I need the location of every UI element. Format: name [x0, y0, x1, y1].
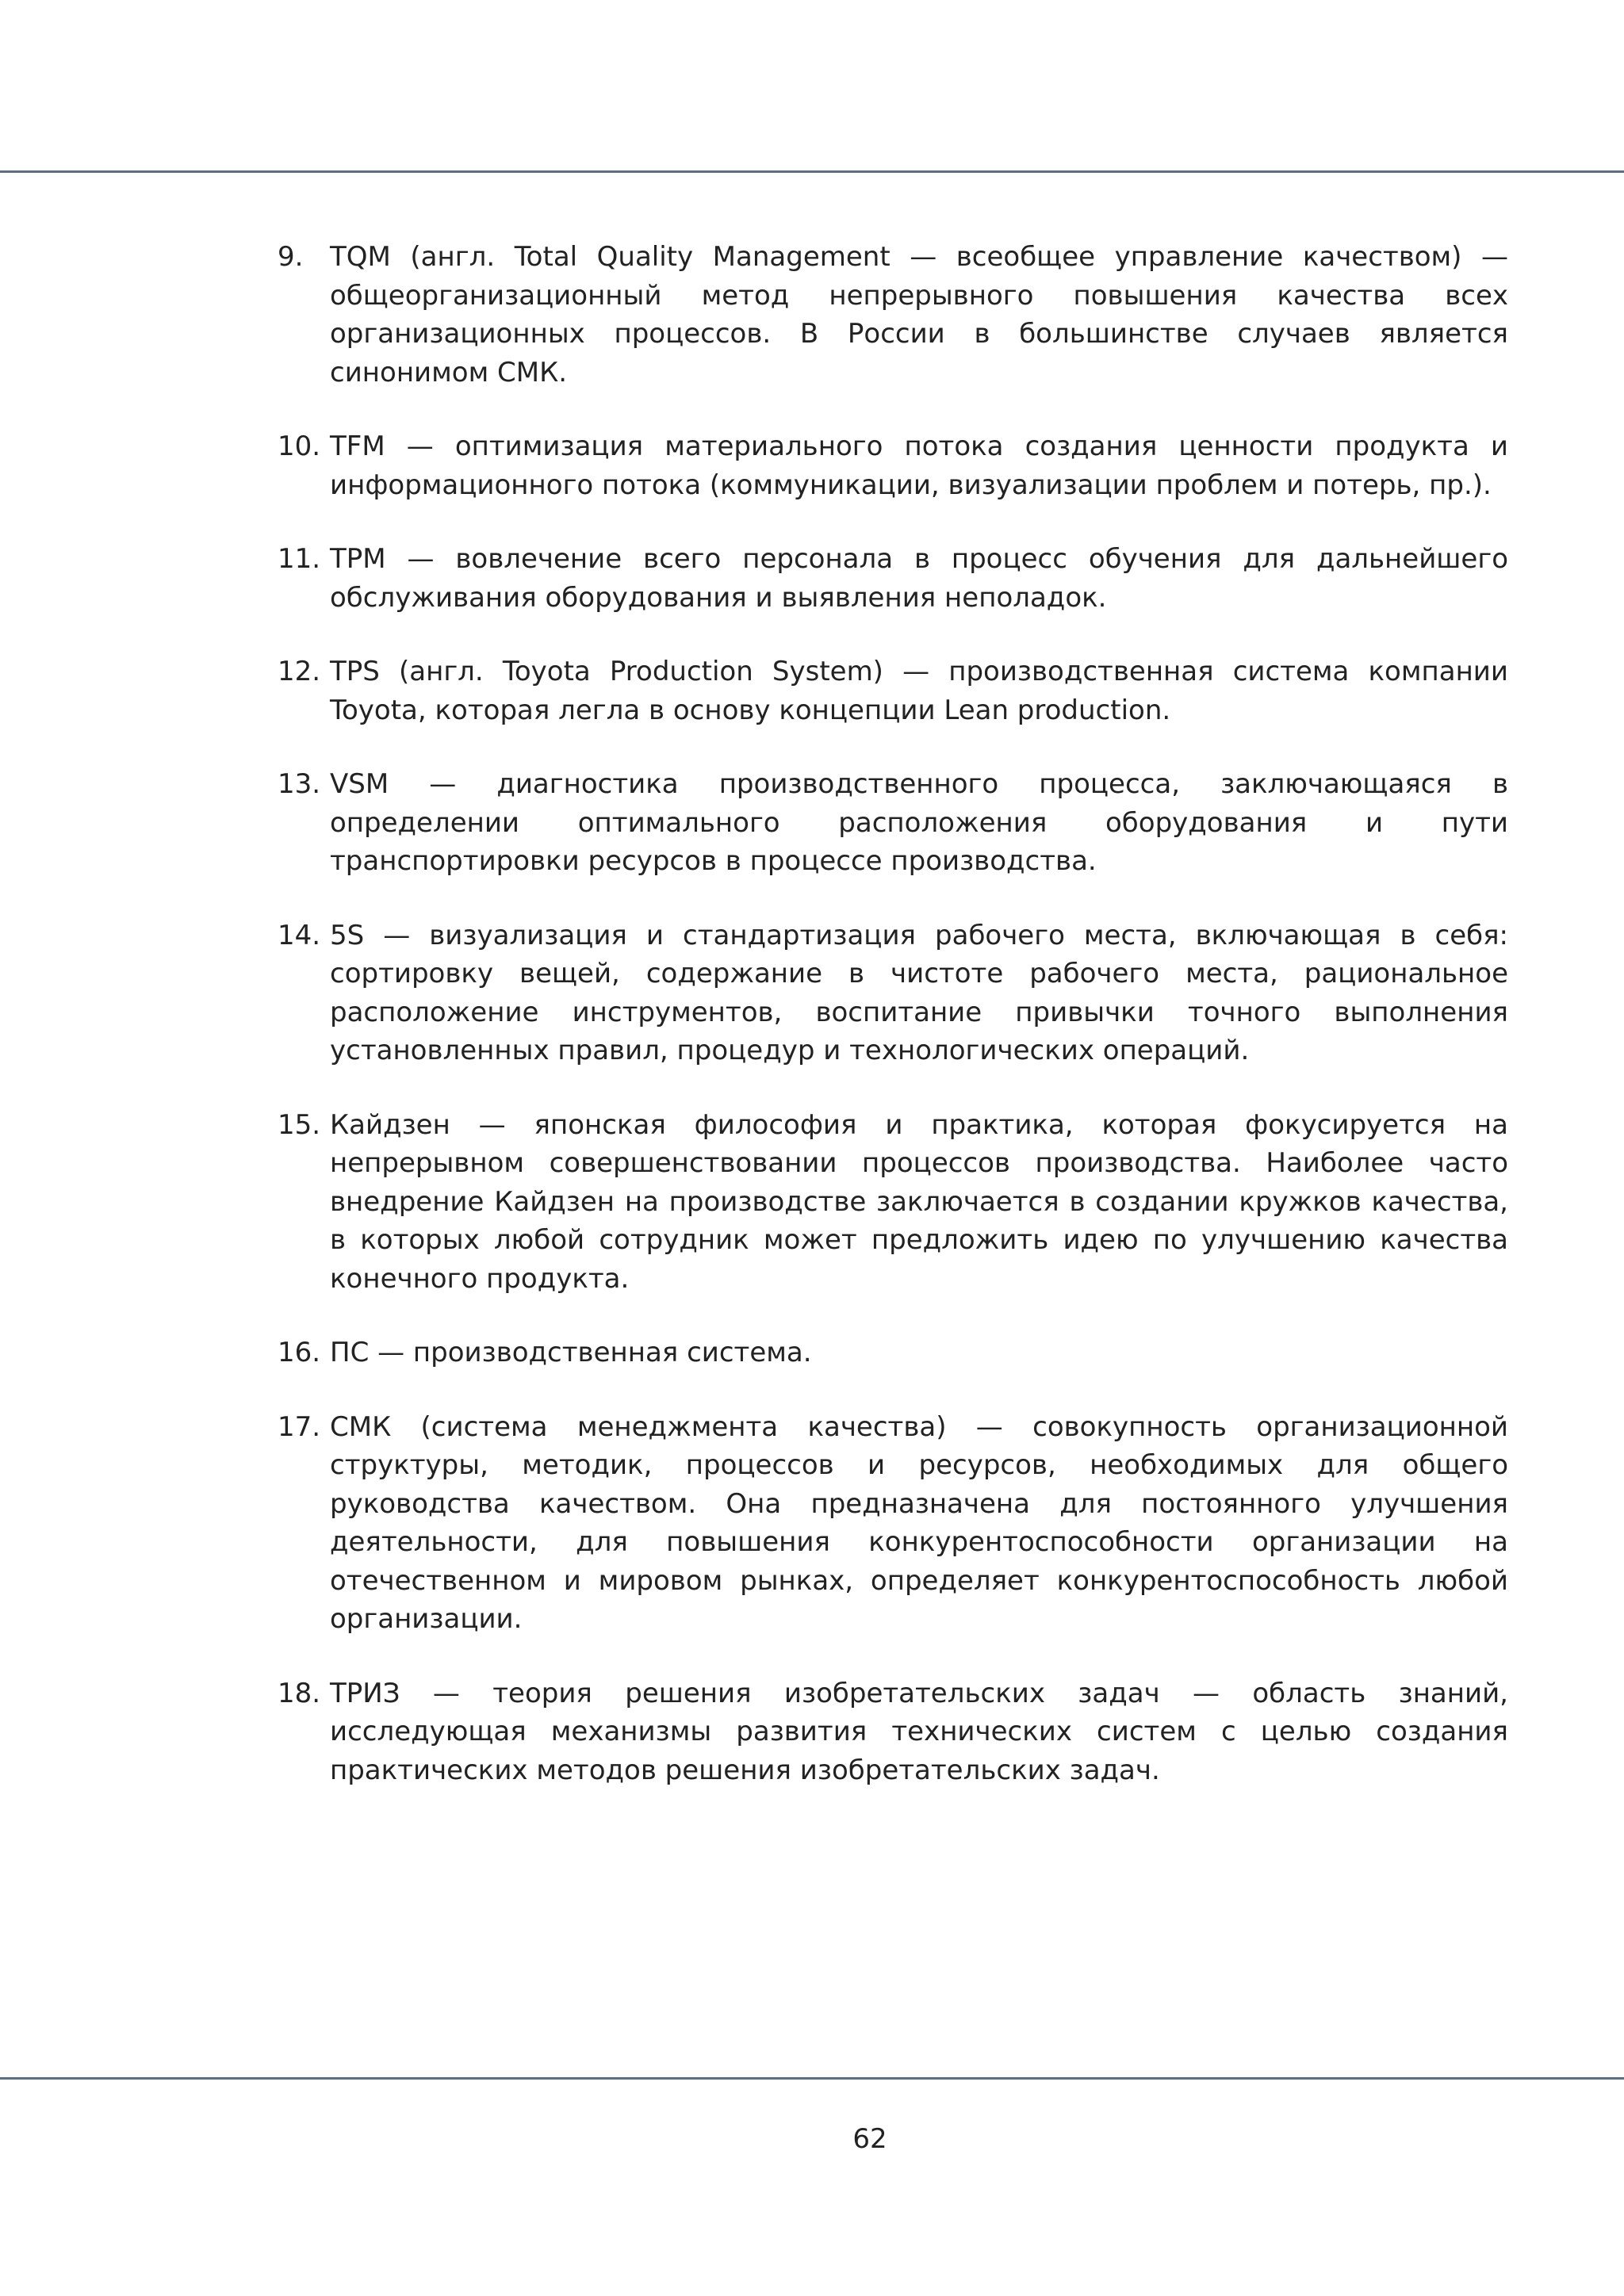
- item-number: 16.: [278, 1337, 321, 1368]
- item-number: 13.: [278, 768, 321, 800]
- list-item-18: [278, 1674, 1508, 1790]
- item-text: Кайдзен — японская философия и практика, которая фокусируется на непрерывном совершенствовании процессов производства. Наиболее часто внедрение Кайдзен на производстве заключается в создании кружков качества, в которых любой сотрудник может предложить идею по улучшению качества конечного продукта.: [330, 1108, 1508, 1295]
- item-text: ПС — производственная система.: [330, 1337, 812, 1368]
- list-item-11: [278, 540, 1508, 617]
- item-number: 12.: [278, 656, 321, 687]
- item-number: 17.: [278, 1410, 321, 1443]
- list-item-10: [278, 427, 1508, 504]
- item-number: 15.: [278, 1108, 321, 1141]
- item-number: 14.: [278, 919, 321, 951]
- page-number: 62: [852, 2123, 887, 2155]
- list-item-15: [278, 1106, 1508, 1299]
- item-number: 9.: [278, 241, 304, 273]
- item-text: VSM — диагностика производственного процесса, заключающаяся в определении оптимального расположения оборудования и пути транспортировки ресурсов в процессе производства.: [330, 768, 1508, 877]
- list-item-17: [278, 1408, 1508, 1639]
- item-text: СМК (система менеджмента качества) — совокупность организационной структуры, методик, процессов и ресурсов, необходимых для общего руководства качеством. Она предназначена для постоянного улучшения деятельности, для повышения конкурентоспособности организации на отечественном и мировом рынках, определяет конкурентоспособность любой организации.: [330, 1410, 1508, 1635]
- item-text: TQM (англ. Total Quality Management — всеобщее управление качеством) — общеорганизационный метод непрерывного повышения качества всех организационных процессов. В России в большинстве случаев является синонимом СМК.: [330, 241, 1508, 388]
- header-rule: [0, 170, 1624, 173]
- list-item-16: [278, 1334, 1508, 1372]
- item-text: TPM — вовлечение всего персонала в процесс обучения для дальнейшего обслуживания оборудования и выявления неполадок.: [330, 543, 1508, 614]
- list-item-13: [278, 765, 1508, 881]
- item-text: 5S — визуализация и стандартизация рабочего места, включающая в себя: сортировку вещей, содержание в чистоте рабочего места, рациональное расположение инструментов, воспитание привычки точного выполнения установленных правил, процедур и технологических операций.: [330, 919, 1508, 1066]
- item-text: TPS (англ. Toyota Production System) — производственная система компании Toyota, которая легла в основу концепции Lean production.: [330, 656, 1508, 726]
- list-item-14: [278, 916, 1508, 1070]
- item-number: 11.: [278, 543, 321, 575]
- item-number: 10.: [278, 430, 321, 462]
- list-item-9: [278, 238, 1508, 392]
- item-text: ТРИЗ — теория решения изобретательских задач — область знаний, исследующая механизмы развития технических систем с целью создания практических методов решения изобретательских задач.: [330, 1677, 1508, 1786]
- item-text: TFM — оптимизация материального потока создания ценности продукта и информационного потока (коммуникации, визуализации проблем и потерь, пр.).: [330, 430, 1508, 501]
- list-item-12: [278, 652, 1508, 729]
- footer-rule: [0, 2077, 1624, 2080]
- glossary-list: [278, 238, 1508, 1825]
- item-number: 18.: [278, 1677, 321, 1709]
